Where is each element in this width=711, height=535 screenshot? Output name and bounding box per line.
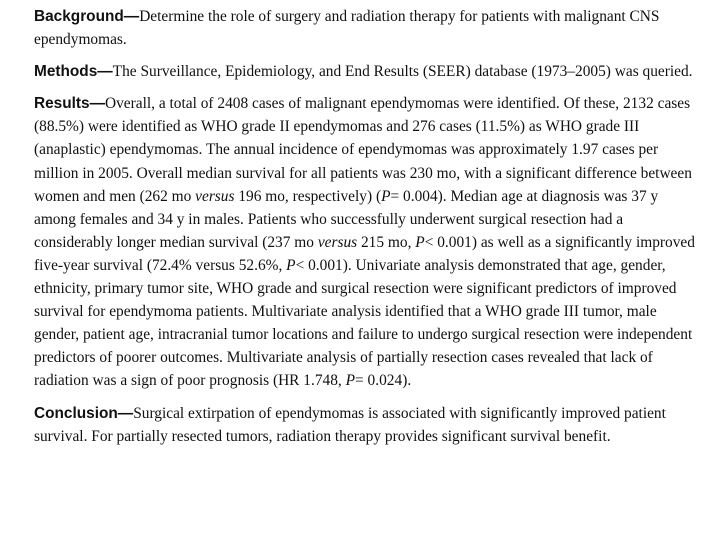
conclusion-section — [34, 402, 699, 448]
results-text-7: = 0.024). — [355, 372, 412, 390]
background-text: Determine the role of surgery and radiation therapy for patients with malignant CNS ependymomas. — [34, 8, 660, 49]
methods-text: The Surveillance, Epidemiology, and End Results (SEER) database (1973–2005) was queried. — [112, 63, 693, 81]
results-text-2: 196 mo, respectively) ( — [234, 187, 382, 205]
results-p-value-4: P — [345, 372, 356, 390]
results-p-value-2: P — [415, 233, 425, 251]
results-versus-2: versus — [317, 233, 358, 251]
results-label: Results— — [34, 95, 105, 113]
methods-label: Methods— — [34, 63, 113, 81]
background-section — [34, 5, 699, 51]
background-label: Background— — [34, 8, 140, 25]
results-text-3: = 0.004). Median age at diagnosis was 37 y among females and 34 y in males. Patients who successfully underwent surgical resection had a considerably longer median survival (237 mo — [34, 187, 659, 251]
results-p-value-1: P — [381, 187, 391, 205]
results-text-1: Overall, a total of 2408 cases of malignant ependymomas were identified. Of these, 2132 cases (88.5%) were identified as WHO grade II ependymomas and 276 cases (11.5%) as WHO grade III (anaplastic) ependymomas. The annual incidence of ependymomas was approximately 1.97 cases per million in 2005. Overall median survival for all patients was 230 mo, with a significant difference between women and men (262 mo — [34, 95, 692, 205]
conclusion-label: Conclusion— — [34, 404, 134, 422]
conclusion-text: Surgical extirpation of ependymomas is associated with significantly improved patient survival. For partially resected tumors, radiation therapy provides significant survival benefit. — [34, 404, 666, 445]
results-text-6: < 0.001). Univariate analysis demonstrated that age, gender, ethnicity, primary tumor site, WHO grade and surgical resection were significant predictors of improved survival for ependymoma patients. Multivariate analysis identified that a WHO grade III tumor, male gender, patient age, intracranial tumor locations and failure to undergo surgical resection were independent predictors of poorer outcomes. Multivariate analysis of partially resection cases revealed that lack of radiation was a sign of poor prognosis (HR 1.748, — [34, 256, 693, 390]
results-p-value-3: P — [286, 256, 296, 274]
results-text-5: < 0.001) as well as a significantly improved five-year survival (72.4% versus 52.6%, — [34, 233, 695, 274]
results-text-4: 215 mo, — [357, 233, 416, 251]
results-versus-1: versus — [195, 187, 235, 205]
results-section — [34, 92, 699, 392]
methods-section — [34, 60, 699, 83]
